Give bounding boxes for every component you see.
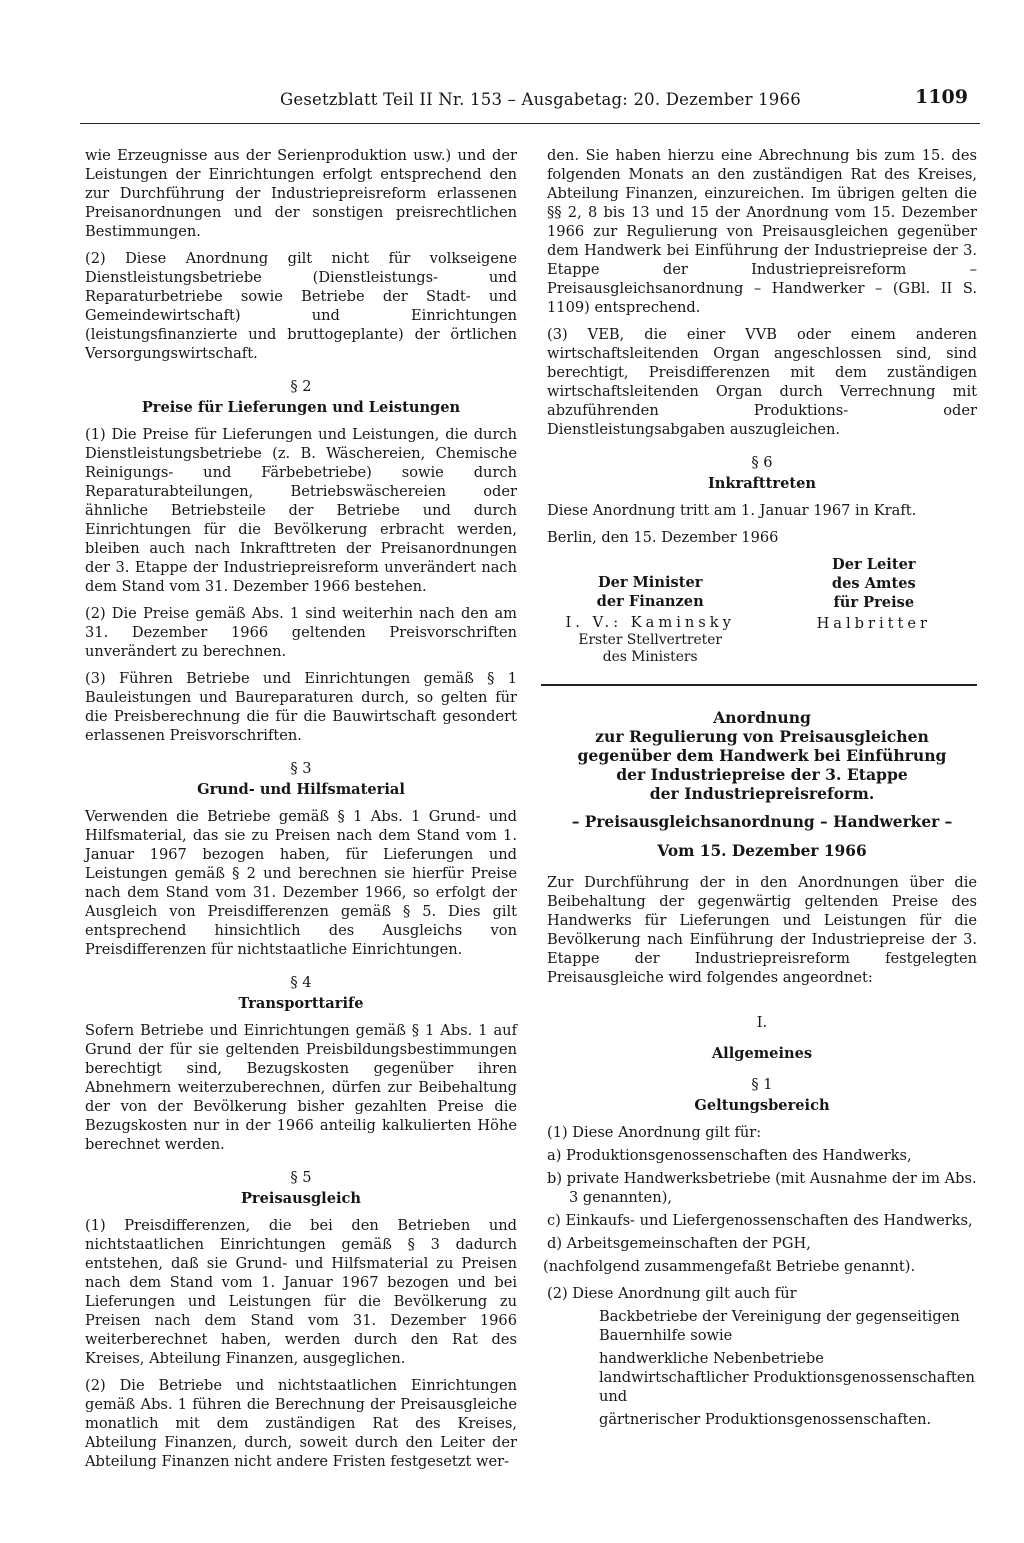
ordinance-title-line: der Industriepreisreform. — [649, 784, 875, 803]
ordinance-date: Vom 15. Dezember 1966 — [657, 842, 867, 860]
paragraph: Sofern Betriebe und Einrichtungen gemäß § 1 Abs. 1 auf Grund der für sie geltenden Preisbildungsbestimmungen berechtigt sind, Bezugskosten gegenüber ihren Abnehmern weiterzuberechnen, dürfen zur Beibehaltung der von der Bevölkerung bisher gezahlten Preise die Bezugskosten nur in der 1966 anteilig kalkulierten Höhe berechnet werden. — [85, 1022, 517, 1153]
header-rule — [80, 123, 980, 124]
signature-minister — [547, 573, 753, 666]
signature-leiter — [771, 555, 977, 666]
section-heading: Preisausgleich — [240, 1190, 362, 1207]
place-date: Berlin, den 15. Dezember 1966 — [547, 529, 779, 546]
section-number: § 1 — [751, 1076, 773, 1093]
signature-subtitle: des Ministers — [602, 649, 698, 665]
signature-title: für Preise — [833, 594, 915, 611]
indented-item: handwerkliche Nebenbetriebe landwirtschaftlicher Produktionsgenossenschaften und — [599, 1350, 975, 1405]
section-heading: Grund- und Hilfsmaterial — [197, 781, 405, 798]
section-number: § 6 — [751, 454, 773, 471]
part-heading: Allgemeines — [711, 1045, 813, 1062]
section-heading: Inkrafttreten — [707, 475, 817, 492]
separator-rule — [541, 684, 977, 686]
section-heading: Preise für Lieferungen und Leistungen — [141, 399, 461, 416]
signature-name: I. V.: Kaminsky — [565, 614, 735, 631]
part-number: I. — [756, 1014, 768, 1031]
signature-title: Der Minister — [597, 574, 703, 591]
signature-block — [547, 555, 977, 666]
paragraph: (1) Die Preise für Lieferungen und Leistungen, die durch Dienstleistungsbetriebe (z. B. Wäschereien, Chemische Reinigungs- und Färbebetriebe) sowie durch Reparaturabteilungen, Betriebswäschereien oder ähnliche Betriebsteile der Betriebe und durch Einrichtungen für die Bevölkerung erbracht werden, bleiben auch nach Inkrafttreten der Preisanordnungen der 3. Etappe der Industriepreisreform unverändert nach dem Stand vom 31. Dezember 1966 bestehen. — [85, 426, 517, 595]
section-number: § 3 — [290, 760, 312, 777]
signature-name: Halbritter — [816, 615, 932, 632]
paragraph: (nachfolgend zusammengefaßt Betriebe genannt). — [543, 1258, 916, 1275]
list-item: c) Einkaufs- und Liefergenossenschaften des Handwerks, — [547, 1212, 973, 1229]
ordinance-subtitle: – Preisausgleichsanordnung – Handwerker – — [571, 813, 953, 831]
paragraph: Verwenden die Betriebe gemäß § 1 Abs. 1 Grund- und Hilfsmaterial, das sie zu Preisen nach dem Stand vom 1. Januar 1967 bezogen haben, für Lieferungen und Leistungen gemäß § 2 und berechnen sie hierfür Preise nach dem Stand vom 31. Dezember 1966, so erfolgt der Ausgleich von Preisdifferenzen gemäß § 5. Dies gilt entsprechend hinsichtlich des Ausgleichs von Preisdifferenzen für nichtstaatliche Einrichtungen. — [85, 808, 517, 958]
ordinance-title-line: der Industriepreise der 3. Etappe — [616, 765, 908, 784]
paragraph: den. Sie haben hierzu eine Abrechnung bis zum 15. des folgenden Monats an den zuständigen Rat des Kreises, Abteilung Finanzen, einzureichen. Im übrigen gelten die §§ 2, 8 bis 13 und 15 der Anordnung vom 15. Dezember 1966 zur Regulierung von Preisausgleichen gegenüber dem Handwerk bei Einführung der Industriepreise der 3. Etappe der Industriepreisreform – Preisausgleichsanordnung – Handwerker – (GBl. II S. 1109) entsprechend. — [547, 147, 977, 316]
ordinance-title-line: Anordnung — [713, 708, 811, 727]
paragraph: (1) Diese Anordnung gilt für: — [547, 1124, 762, 1141]
list-item: a) Produktionsgenossenschaften des Handwerks, — [547, 1147, 912, 1164]
indented-item: Backbetriebe der Vereinigung der gegenseitigen Bauernhilfe sowie — [599, 1308, 960, 1344]
ordinance-title-line: zur Regulierung von Preisausgleichen — [595, 727, 929, 746]
list-item: d) Arbeitsgemeinschaften der PGH, — [547, 1235, 811, 1252]
paragraph: Zur Durchführung der in den Anordnungen über die Beibehaltung der gegenwärtig geltenden Preise des Handwerks für Lieferungen und Leistungen für die Bevölkerung nach Einführung der Industriepreise der 3. Etappe der Industriepreisreform festgelegten Preisausgleiche wird folgendes angeordnet: — [547, 874, 977, 986]
paragraph: (3) Führen Betriebe und Einrichtungen gemäß § 1 Bauleistungen und Baureparaturen durch, so gelten für die Preisberechnung die für die Bauwirtschaft gesondert erlassenen Preisvorschriften. — [85, 670, 517, 744]
section-heading: Geltungsbereich — [694, 1097, 830, 1114]
ordinance-title-line: gegenüber dem Handwerk bei Einführung — [577, 746, 947, 765]
paragraph: (1) Preisdifferenzen, die bei den Betrieben und nichtstaatlichen Einrichtungen gemäß § 3 dadurch entstehen, daß sie Grund- und Hilfsmaterial zu Preisen nach dem Stand vom 1. Januar 1967 bezogen und bei Lieferungen und Leistungen für die Bevölkerung zu Preisen nach dem Stand vom 31. Dezember 1966 weiterberechnet haben, werden durch den Rat des Kreises, Abteilung Finanzen, ausgeglichen. — [85, 1217, 517, 1367]
list-item: b) private Handwerksbetriebe (mit Ausnahme der im Abs. 3 genannten), — [547, 1170, 977, 1206]
section-number: § 4 — [290, 974, 312, 991]
header-title: Gesetzblatt Teil II Nr. 153 – Ausgabetag: 20. Dezember 1966 — [280, 90, 801, 109]
signature-title: der Finanzen — [596, 593, 704, 610]
paragraph: Diese Anordnung tritt am 1. Januar 1967 in Kraft. — [547, 502, 917, 519]
ordinance-title — [547, 708, 977, 803]
page-header — [80, 86, 980, 116]
paragraph: (2) Die Preise gemäß Abs. 1 sind weiterhin nach den am 31. Dezember 1966 geltenden Preisvorschriften unverändert zu berechnen. — [85, 605, 517, 660]
section-number: § 2 — [290, 378, 312, 395]
paragraph: (3) VEB, die einer VVB oder einem anderen wirtschaftsleitenden Organ angeschlossen sind, sind berechtigt, Preisdifferenzen mit dem zuständigen wirtschaftsleitenden Organ durch Verrechnung mit abzuführenden Produktions- oder Dienstleistungsabgaben auszugleichen. — [547, 326, 977, 438]
paragraph: (2) Diese Anordnung gilt nicht für volkseigene Dienstleistungsbetriebe (Dienstleistungs- und Reparaturbetriebe sowie Betriebe der Stadt- und Gemeindewirtschaft) und Einrichtungen (leistungsfinanzierte und bruttogeplante) der örtlichen Versorgungswirtschaft. — [85, 250, 517, 362]
signature-title: Der Leiter — [832, 556, 916, 573]
paragraph: (2) Die Betriebe und nichtstaatlichen Einrichtungen gemäß Abs. 1 führen die Berechnung der Preisausgleiche monatlich mit dem zuständigen Rat des Kreises, Abteilung Finanzen, durch, soweit durch den Leiter der Abteilung Finanzen nicht andere Fristen festgesetzt wer- — [85, 1377, 517, 1470]
paragraph: (2) Diese Anordnung gilt auch für — [547, 1285, 797, 1302]
right-column — [543, 146, 977, 1433]
signature-subtitle: Erster Stellvertreter — [578, 632, 722, 648]
page-number: 1109 — [915, 86, 968, 108]
left-column — [85, 146, 517, 1479]
signature-title: des Amtes — [831, 575, 916, 592]
section-number: § 5 — [290, 1169, 312, 1186]
paragraph: wie Erzeugnisse aus der Serienproduktion usw.) und der Leistungen der Einrichtungen erfolgt entsprechend den zur Durchführung der Industriepreisreform erlassenen Preisanordnungen und der sonstigen preisrechtlichen Bestimmungen. — [85, 147, 517, 240]
indented-item: gärtnerischer Produktionsgenossenschaften. — [599, 1411, 932, 1428]
section-heading: Transporttarife — [238, 995, 364, 1012]
